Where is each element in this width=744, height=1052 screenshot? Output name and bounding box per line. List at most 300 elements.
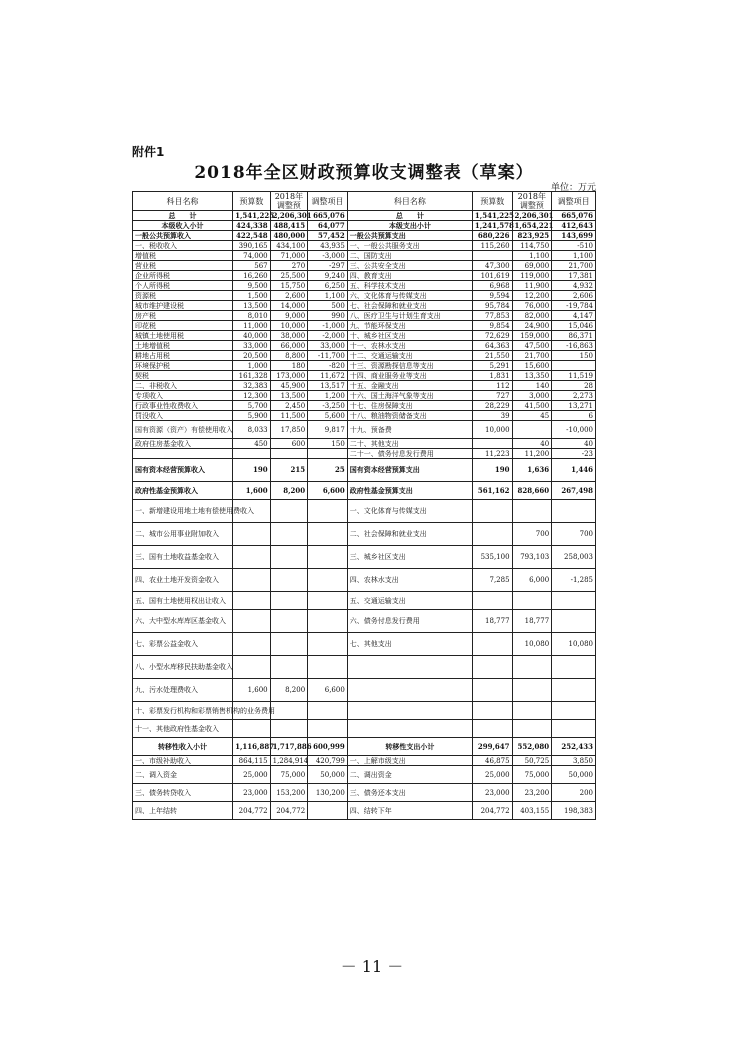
expense-value-cell: 1,654,221 — [512, 221, 552, 231]
table-row — [133, 738, 596, 756]
table-row — [133, 301, 596, 311]
table-row — [133, 231, 596, 241]
col-header-expense-change: 调整项目 — [552, 192, 596, 211]
income-value-cell: 1,500 — [233, 291, 271, 301]
expense-value-cell — [472, 592, 512, 610]
expense-value-cell: 828,660 — [512, 482, 552, 500]
expense-item-name: 五、交通运输支出 — [347, 592, 472, 610]
expense-value-cell: 95,784 — [472, 301, 512, 311]
income-value-cell — [308, 610, 348, 633]
income-value-cell: 2,206,301 — [270, 211, 308, 221]
expense-item-name: 三、债务还本支出 — [347, 784, 472, 802]
income-value-cell: 17,850 — [270, 421, 308, 439]
expense-value-cell: 40 — [512, 439, 552, 449]
expense-value-cell: 680,226 — [472, 231, 512, 241]
expense-value-cell — [512, 720, 552, 738]
table-row — [133, 251, 596, 261]
income-value-cell: 600,999 — [308, 738, 348, 756]
income-value-cell: 74,000 — [233, 251, 271, 261]
income-item-name: 资源税 — [133, 291, 233, 301]
income-value-cell: 665,076 — [308, 211, 348, 221]
expense-value-cell: 77,853 — [472, 311, 512, 321]
expense-value-cell: 200 — [552, 784, 596, 802]
expense-value-cell: 7,285 — [472, 569, 512, 592]
income-value-cell — [233, 656, 271, 679]
expense-value-cell: 665,076 — [552, 211, 596, 221]
expense-value-cell: 75,000 — [512, 766, 552, 784]
table-row — [133, 500, 596, 523]
income-value-cell: 11,672 — [308, 371, 348, 381]
income-value-cell — [308, 569, 348, 592]
income-item-name: 十、彩票发行机构和彩票销售机构的业务费用 — [133, 702, 233, 720]
expense-value-cell — [512, 500, 552, 523]
expense-value-cell: 1,446 — [552, 459, 596, 482]
expense-item-name: 转移性支出小计 — [347, 738, 472, 756]
table-row — [133, 439, 596, 449]
expense-value-cell: 190 — [472, 459, 512, 482]
income-value-cell: 38,000 — [270, 331, 308, 341]
expense-value-cell: 1,100 — [552, 251, 596, 261]
income-value-cell — [270, 610, 308, 633]
income-value-cell: 480,000 — [270, 231, 308, 241]
expense-item-name: 本级支出小计 — [347, 221, 472, 231]
expense-value-cell: 1,541,225 — [472, 211, 512, 221]
expense-value-cell: 140 — [512, 381, 552, 391]
expense-item-name: 四、教育支出 — [347, 271, 472, 281]
expense-value-cell: 150 — [552, 351, 596, 361]
income-value-cell: 215 — [270, 459, 308, 482]
expense-value-cell: 561,162 — [472, 482, 512, 500]
expense-value-cell: 18,777 — [472, 610, 512, 633]
expense-value-cell — [552, 592, 596, 610]
expense-value-cell — [472, 251, 512, 261]
expense-value-cell: 13,350 — [512, 371, 552, 381]
expense-value-cell: 5,291 — [472, 361, 512, 371]
expense-item-name: 十八、粮油物资储备支出 — [347, 411, 472, 421]
income-value-cell: 9,000 — [270, 311, 308, 321]
expense-value-cell: 41,500 — [512, 401, 552, 411]
income-value-cell — [308, 592, 348, 610]
expense-value-cell: 50,725 — [512, 756, 552, 766]
income-item-name: 六、大中型水库库区基金收入 — [133, 610, 233, 633]
expense-value-cell: 793,103 — [512, 546, 552, 569]
income-item-name: 一、市级补助收入 — [133, 756, 233, 766]
income-value-cell: 6,600 — [308, 679, 348, 702]
expense-value-cell: 47,300 — [472, 261, 512, 271]
income-item-name: 专项收入 — [133, 391, 233, 401]
table-row — [133, 523, 596, 546]
income-value-cell: 9,500 — [233, 281, 271, 291]
expense-item-name: 二、国防支出 — [347, 251, 472, 261]
income-value-cell — [270, 523, 308, 546]
expense-item-name: 十九、预备费 — [347, 421, 472, 439]
income-value-cell: 424,338 — [233, 221, 271, 231]
expense-value-cell: 700 — [512, 523, 552, 546]
expense-value-cell — [512, 421, 552, 439]
expense-value-cell — [552, 656, 596, 679]
income-item-name — [133, 449, 233, 459]
income-item-name: 个人所得税 — [133, 281, 233, 291]
expense-value-cell — [552, 361, 596, 371]
expense-value-cell: 2,606 — [552, 291, 596, 301]
income-value-cell — [233, 633, 271, 656]
income-value-cell: 1,200 — [308, 391, 348, 401]
expense-value-cell — [472, 656, 512, 679]
expense-value-cell: 6,968 — [472, 281, 512, 291]
income-item-name: 房产税 — [133, 311, 233, 321]
expense-value-cell: 28,229 — [472, 401, 512, 411]
budget-table — [132, 191, 596, 820]
income-value-cell: 5,700 — [233, 401, 271, 411]
income-value-cell: 11,500 — [270, 411, 308, 421]
income-value-cell: 1,541,225 — [233, 211, 271, 221]
income-item-name: 罚没收入 — [133, 411, 233, 421]
expense-item-name: 二、社会保障和就业支出 — [347, 523, 472, 546]
expense-value-cell — [552, 702, 596, 720]
expense-value-cell: 267,498 — [552, 482, 596, 500]
expense-value-cell: 101,619 — [472, 271, 512, 281]
income-value-cell: 13,500 — [270, 391, 308, 401]
expense-item-name — [347, 702, 472, 720]
income-value-cell: 190 — [233, 459, 271, 482]
income-value-cell — [270, 569, 308, 592]
expense-value-cell: 17,381 — [552, 271, 596, 281]
table-row — [133, 211, 596, 221]
expense-value-cell: 23,200 — [512, 784, 552, 802]
income-item-name: 耕地占用税 — [133, 351, 233, 361]
income-value-cell: 14,000 — [270, 301, 308, 311]
income-value-cell: -1,000 — [308, 321, 348, 331]
expense-item-name: 十、城乡社区支出 — [347, 331, 472, 341]
income-item-name: 九、污水处理费收入 — [133, 679, 233, 702]
income-value-cell: 450 — [233, 439, 271, 449]
table-header-row — [133, 192, 596, 211]
income-value-cell: 2,450 — [270, 401, 308, 411]
expense-value-cell: 114,750 — [512, 241, 552, 251]
expense-item-name: 十二、交通运输支出 — [347, 351, 472, 361]
expense-value-cell: 204,772 — [472, 802, 512, 820]
expense-value-cell: 21,700 — [512, 351, 552, 361]
expense-value-cell: 700 — [552, 523, 596, 546]
income-value-cell: 9,240 — [308, 271, 348, 281]
income-item-name: 国有资本经营预算收入 — [133, 459, 233, 482]
table-row — [133, 321, 596, 331]
expense-value-cell — [472, 679, 512, 702]
expense-value-cell — [512, 702, 552, 720]
table-row — [133, 766, 596, 784]
income-value-cell — [270, 633, 308, 656]
expense-item-name: 十七、住房保障支出 — [347, 401, 472, 411]
expense-item-name — [347, 720, 472, 738]
expense-value-cell — [512, 592, 552, 610]
expense-value-cell: 3,000 — [512, 391, 552, 401]
table-row — [133, 311, 596, 321]
expense-value-cell: 258,003 — [552, 546, 596, 569]
income-value-cell: 600 — [270, 439, 308, 449]
expense-item-name: 国有资本经营预算支出 — [347, 459, 472, 482]
expense-item-name: 六、文化体育与传媒支出 — [347, 291, 472, 301]
col-header-income-change: 调整项目 — [308, 192, 348, 211]
table-row — [133, 411, 596, 421]
income-item-name: 一、新增建设用地土地有偿使用费收入 — [133, 500, 233, 523]
income-item-name: 总 计 — [133, 211, 233, 221]
income-value-cell: 8,200 — [270, 679, 308, 702]
col-header-income-budget: 预算数 — [233, 192, 271, 211]
income-value-cell: 567 — [233, 261, 271, 271]
income-value-cell — [308, 500, 348, 523]
table-row — [133, 656, 596, 679]
income-value-cell — [233, 523, 271, 546]
income-value-cell: 10,000 — [270, 321, 308, 331]
income-value-cell: 6,250 — [308, 281, 348, 291]
income-value-cell: 25,500 — [270, 271, 308, 281]
income-item-name: 契税 — [133, 371, 233, 381]
income-value-cell: 11,000 — [233, 321, 271, 331]
income-value-cell — [308, 449, 348, 459]
expense-value-cell: 12,200 — [512, 291, 552, 301]
expense-value-cell: 10,000 — [472, 421, 512, 439]
expense-value-cell: 46,875 — [472, 756, 512, 766]
expense-value-cell: 72,629 — [472, 331, 512, 341]
income-item-name: 四、农业土地开发资金收入 — [133, 569, 233, 592]
income-value-cell — [308, 702, 348, 720]
income-item-name: 企业所得税 — [133, 271, 233, 281]
table-body — [133, 211, 596, 820]
expense-value-cell: 23,000 — [472, 784, 512, 802]
income-value-cell — [308, 523, 348, 546]
expense-value-cell: 3,850 — [552, 756, 596, 766]
income-value-cell: 13,500 — [233, 301, 271, 311]
page-number: － 11 － — [340, 957, 404, 976]
income-value-cell: -297 — [308, 261, 348, 271]
income-value-cell: 2,600 — [270, 291, 308, 301]
expense-value-cell — [512, 656, 552, 679]
income-value-cell: 488,415 — [270, 221, 308, 231]
income-value-cell — [308, 656, 348, 679]
expense-value-cell: 11,519 — [552, 371, 596, 381]
expense-item-name: 二十一、债务付息发行费用 — [347, 449, 472, 459]
income-item-name: 五、国有土地使用权出让收入 — [133, 592, 233, 610]
income-value-cell: 40,000 — [233, 331, 271, 341]
table-row — [133, 569, 596, 592]
expense-value-cell: 727 — [472, 391, 512, 401]
table-row — [133, 592, 596, 610]
income-value-cell: 390,165 — [233, 241, 271, 251]
income-item-name: 行政事业性收费收入 — [133, 401, 233, 411]
table-row — [133, 756, 596, 766]
income-value-cell: 6,600 — [308, 482, 348, 500]
expense-item-name: 十三、资源勘探信息等支出 — [347, 361, 472, 371]
expense-value-cell: -510 — [552, 241, 596, 251]
income-value-cell: 8,010 — [233, 311, 271, 321]
expense-value-cell: 2,273 — [552, 391, 596, 401]
expense-item-name: 十六、国土海洋气象等支出 — [347, 391, 472, 401]
income-value-cell: 71,000 — [270, 251, 308, 261]
table-row — [133, 482, 596, 500]
expense-value-cell: 9,594 — [472, 291, 512, 301]
col-header-expense-name: 科目名称 — [347, 192, 472, 211]
income-value-cell: 43,935 — [308, 241, 348, 251]
income-item-name: 城镇土地使用税 — [133, 331, 233, 341]
income-value-cell: 1,717,886 — [270, 738, 308, 756]
income-item-name: 政府性基金预算收入 — [133, 482, 233, 500]
income-value-cell: 130,200 — [308, 784, 348, 802]
expense-value-cell: 76,000 — [512, 301, 552, 311]
income-value-cell — [270, 500, 308, 523]
income-value-cell: 173,000 — [270, 371, 308, 381]
income-value-cell: 57,452 — [308, 231, 348, 241]
expense-value-cell: -19,784 — [552, 301, 596, 311]
income-value-cell: 12,300 — [233, 391, 271, 401]
expense-value-cell — [472, 523, 512, 546]
expense-item-name: 九、节能环保支出 — [347, 321, 472, 331]
table-row — [133, 546, 596, 569]
income-value-cell: 204,772 — [270, 802, 308, 820]
income-value-cell: -3,250 — [308, 401, 348, 411]
income-value-cell: 270 — [270, 261, 308, 271]
income-value-cell: 180 — [270, 361, 308, 371]
income-item-name: 三、国有土地收益基金收入 — [133, 546, 233, 569]
income-value-cell — [233, 546, 271, 569]
expense-value-cell: 45 — [512, 411, 552, 421]
income-item-name: 增值税 — [133, 251, 233, 261]
expense-item-name: 总 计 — [347, 211, 472, 221]
expense-value-cell: 50,000 — [552, 766, 596, 784]
income-value-cell: -2,000 — [308, 331, 348, 341]
income-value-cell: -3,000 — [308, 251, 348, 261]
table-row — [133, 610, 596, 633]
expense-value-cell: 112 — [472, 381, 512, 391]
income-item-name: 城市维护建设税 — [133, 301, 233, 311]
expense-item-name: 一、文化体育与传媒支出 — [347, 500, 472, 523]
income-value-cell: 23,000 — [233, 784, 271, 802]
income-value-cell — [233, 720, 271, 738]
income-value-cell — [270, 720, 308, 738]
income-value-cell: 25,000 — [233, 766, 271, 784]
expense-value-cell: 823,925 — [512, 231, 552, 241]
expense-value-cell — [552, 720, 596, 738]
expense-value-cell: 39 — [472, 411, 512, 421]
table-row — [133, 702, 596, 720]
expense-value-cell: 198,383 — [552, 802, 596, 820]
expense-value-cell — [472, 633, 512, 656]
income-value-cell — [270, 449, 308, 459]
income-value-cell — [270, 592, 308, 610]
col-header-income-adjusted: 2018年调整预 — [270, 192, 308, 211]
income-item-name: 印花税 — [133, 321, 233, 331]
col-header-expense-adjusted: 2018年调整预 — [512, 192, 552, 211]
table-row — [133, 261, 596, 271]
income-item-name: 四、上年结转 — [133, 802, 233, 820]
expense-value-cell: -16,863 — [552, 341, 596, 351]
income-value-cell: 66,000 — [270, 341, 308, 351]
expense-item-name: 十五、金融支出 — [347, 381, 472, 391]
income-item-name: 国有资源（资产）有偿使用收入 — [133, 421, 233, 439]
expense-item-name: 五、科学技术支出 — [347, 281, 472, 291]
expense-value-cell: 1,636 — [512, 459, 552, 482]
income-item-name: 三、债务转贷收入 — [133, 784, 233, 802]
expense-value-cell: 28 — [552, 381, 596, 391]
income-item-name: 二、调入资金 — [133, 766, 233, 784]
expense-value-cell: 552,080 — [512, 738, 552, 756]
income-value-cell: 153,200 — [270, 784, 308, 802]
expense-value-cell: 143,699 — [552, 231, 596, 241]
income-item-name: 十一、其他政府性基金收入 — [133, 720, 233, 738]
income-value-cell — [308, 633, 348, 656]
expense-value-cell — [472, 720, 512, 738]
expense-value-cell: 86,371 — [552, 331, 596, 341]
expense-item-name: 十四、商业服务业等支出 — [347, 371, 472, 381]
income-value-cell — [308, 802, 348, 820]
table-row — [133, 291, 596, 301]
expense-value-cell — [512, 679, 552, 702]
expense-item-name: 三、公共安全支出 — [347, 261, 472, 271]
income-item-name: 八、小型水库移民扶助基金收入 — [133, 656, 233, 679]
income-value-cell — [308, 546, 348, 569]
income-value-cell — [233, 449, 271, 459]
income-value-cell: 20,500 — [233, 351, 271, 361]
table-row — [133, 720, 596, 738]
income-value-cell: 9,817 — [308, 421, 348, 439]
table-row — [133, 271, 596, 281]
income-value-cell: 420,799 — [308, 756, 348, 766]
table-row — [133, 633, 596, 656]
income-value-cell: 50,000 — [308, 766, 348, 784]
expense-value-cell: 4,932 — [552, 281, 596, 291]
income-item-name: 营业税 — [133, 261, 233, 271]
expense-value-cell — [552, 610, 596, 633]
table-row — [133, 421, 596, 439]
expense-value-cell: 6,000 — [512, 569, 552, 592]
expense-value-cell: 403,155 — [512, 802, 552, 820]
expense-value-cell: -23 — [552, 449, 596, 459]
income-value-cell: 8,033 — [233, 421, 271, 439]
income-value-cell — [270, 546, 308, 569]
col-header-expense-budget: 预算数 — [472, 192, 512, 211]
income-value-cell: 1,600 — [233, 679, 271, 702]
expense-value-cell: -10,000 — [552, 421, 596, 439]
attachment-label: 附件1 — [132, 145, 165, 159]
income-value-cell: 8,200 — [270, 482, 308, 500]
expense-value-cell: 11,200 — [512, 449, 552, 459]
income-item-name: 七、彩票公益金收入 — [133, 633, 233, 656]
page-title: 2018年全区财政预算收支调整表（草案） — [194, 163, 534, 183]
expense-item-name: 政府性基金预算支出 — [347, 482, 472, 500]
income-value-cell: 1,284,914 — [270, 756, 308, 766]
expense-value-cell: 4,147 — [552, 311, 596, 321]
income-value-cell: 16,260 — [233, 271, 271, 281]
income-item-name: 二、城市公用事业附加收入 — [133, 523, 233, 546]
income-value-cell: 15,750 — [270, 281, 308, 291]
expense-value-cell — [472, 702, 512, 720]
table-row — [133, 361, 596, 371]
expense-item-name: 八、医疗卫生与计划生育支出 — [347, 311, 472, 321]
expense-value-cell: 412,643 — [552, 221, 596, 231]
expense-item-name: 七、社会保障和就业支出 — [347, 301, 472, 311]
expense-value-cell: 535,100 — [472, 546, 512, 569]
expense-value-cell: 15,600 — [512, 361, 552, 371]
table-row — [133, 784, 596, 802]
expense-item-name: 四、农林水支出 — [347, 569, 472, 592]
income-value-cell: 150 — [308, 439, 348, 449]
income-item-name: 政府住房基金收入 — [133, 439, 233, 449]
income-value-cell — [270, 656, 308, 679]
income-value-cell: 1,116,887 — [233, 738, 271, 756]
expense-value-cell: 2,206,301 — [512, 211, 552, 221]
expense-item-name: 一、上解市级支出 — [347, 756, 472, 766]
table-row — [133, 351, 596, 361]
expense-item-name — [347, 656, 472, 679]
